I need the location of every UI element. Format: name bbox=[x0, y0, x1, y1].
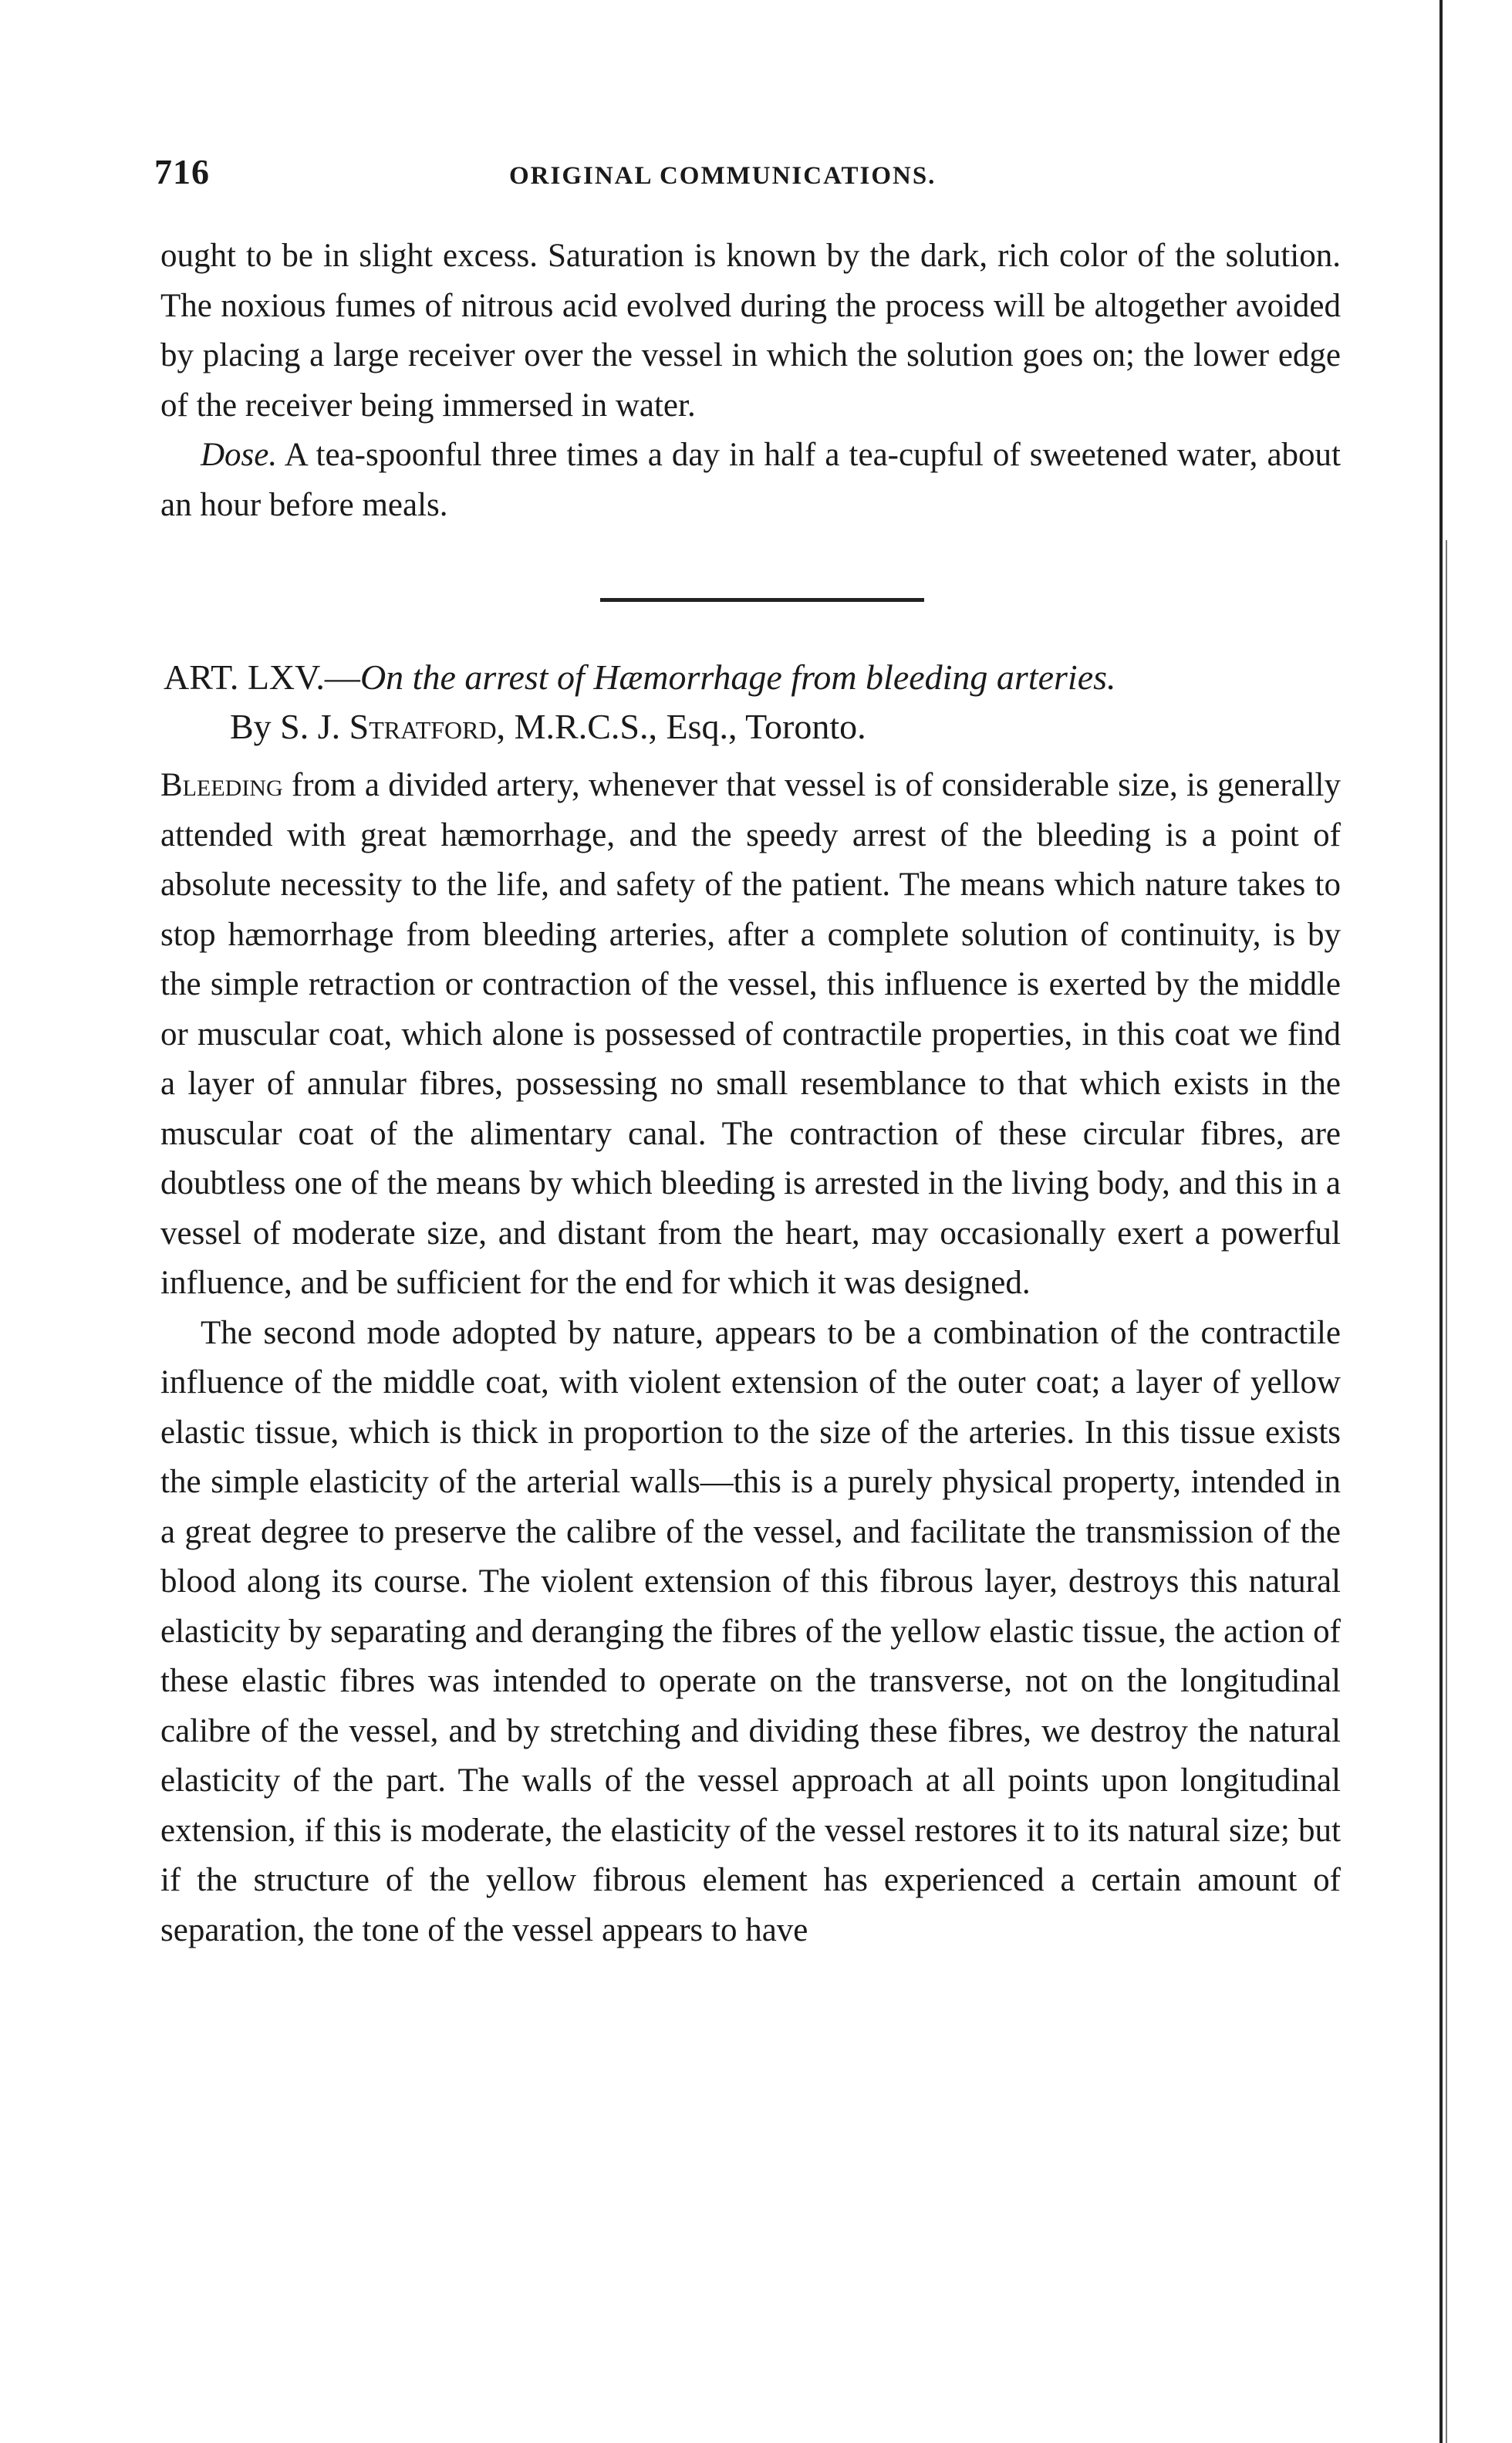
dose-paragraph bbox=[160, 431, 1341, 530]
article-byline bbox=[160, 702, 1341, 752]
paragraph-lead-word: Bleeding bbox=[160, 767, 283, 803]
page-edge-line bbox=[1439, 0, 1443, 2443]
continuation-paragraph bbox=[160, 231, 1341, 431]
byline-suffix: , M.R.C.S., Esq., Toronto. bbox=[496, 707, 866, 746]
page-header bbox=[154, 151, 1358, 198]
dose-label: Dose. bbox=[201, 437, 278, 473]
article-title-text: On the arrest of Hæmorrhage from bleeding arteries. bbox=[359, 657, 1116, 697]
author-name: Stratford bbox=[349, 707, 497, 746]
article-number: ART. LXV.— bbox=[164, 657, 360, 697]
byline-prefix: By S. J. bbox=[230, 707, 349, 746]
article-title bbox=[160, 653, 1341, 702]
page-edge-line-inner bbox=[1446, 540, 1447, 2443]
running-head: ORIGINAL COMMUNICATIONS. bbox=[509, 162, 937, 190]
page-body bbox=[160, 231, 1341, 1955]
body-paragraph-2 bbox=[160, 1309, 1341, 1956]
section-separator bbox=[600, 598, 924, 602]
dose-text: A tea-spoonful three times a day in half a tea-cupful of sweetened water, about an hour before meals. bbox=[160, 437, 1341, 523]
paragraph-2-text: The second mode adopted by nature, appears to be a combination of the contractile influence of the middle coat, with violent extension of the outer coat; a layer of yellow elastic tissue, which is thick in proportion to the size of the arteries. In this tissue exists the simple elasticity of the arterial walls—this is a purely physical property, intended in a great degree to preserve the calibre of the vessel, and facilitate the transmission of the blood along its course. The violent extension of this fibrous layer, destroys this natural elasticity by separating and deranging the fibres of the yellow elastic tissue, the action of these elastic fibres was intended to operate on the transverse, not on the longitudinal calibre of the vessel, and by stretching and dividing these fibres, we destroy the natural elasticity of the part. The walls of the vessel approach at all points upon longitudinal extension, if this is moderate, the elasticity of the vessel restores it to its natural size; but if the structure of the yellow fibrous element has experienced a certain amount of separation, the tone of the vessel appears to have bbox=[160, 1314, 1341, 1948]
body-paragraph-1 bbox=[160, 761, 1341, 1309]
continuation-text: ought to be in slight excess. Saturation is known by the dark, rich color of the solution. The noxious fumes of nitrous acid evolved during the process will be altogether avoided by placing a large receiver over the vessel in which the solution goes on; the lower edge of the receiver being immersed in water. bbox=[160, 238, 1341, 424]
page-number: 716 bbox=[154, 152, 210, 191]
paragraph-1-text: from a divided artery, whenever that vessel is of considerable size, is generally attended with great hæmorrhage, and the speedy arrest of the bleeding is a point of absolute necessity to the life, and safety of the patient. The means which nature takes to stop hæmorrhage from bleeding arteries, after a complete solution of continuity, is by the simple retraction or contraction of the vessel, this influence is exerted by the middle or muscular coat, which alone is possessed of contractile properties, in this coat we find a layer of annular fibres, possessing no small resemblance to that which exists in the muscular coat of the alimentary canal. The contraction of these circular fibres, are doubtless one of the means by which bleeding is arrested in the living body, and this in a vessel of moderate size, and distant from the heart, may occasionally exert a powerful influence, and be sufficient for the end for which it was designed. bbox=[160, 767, 1341, 1301]
